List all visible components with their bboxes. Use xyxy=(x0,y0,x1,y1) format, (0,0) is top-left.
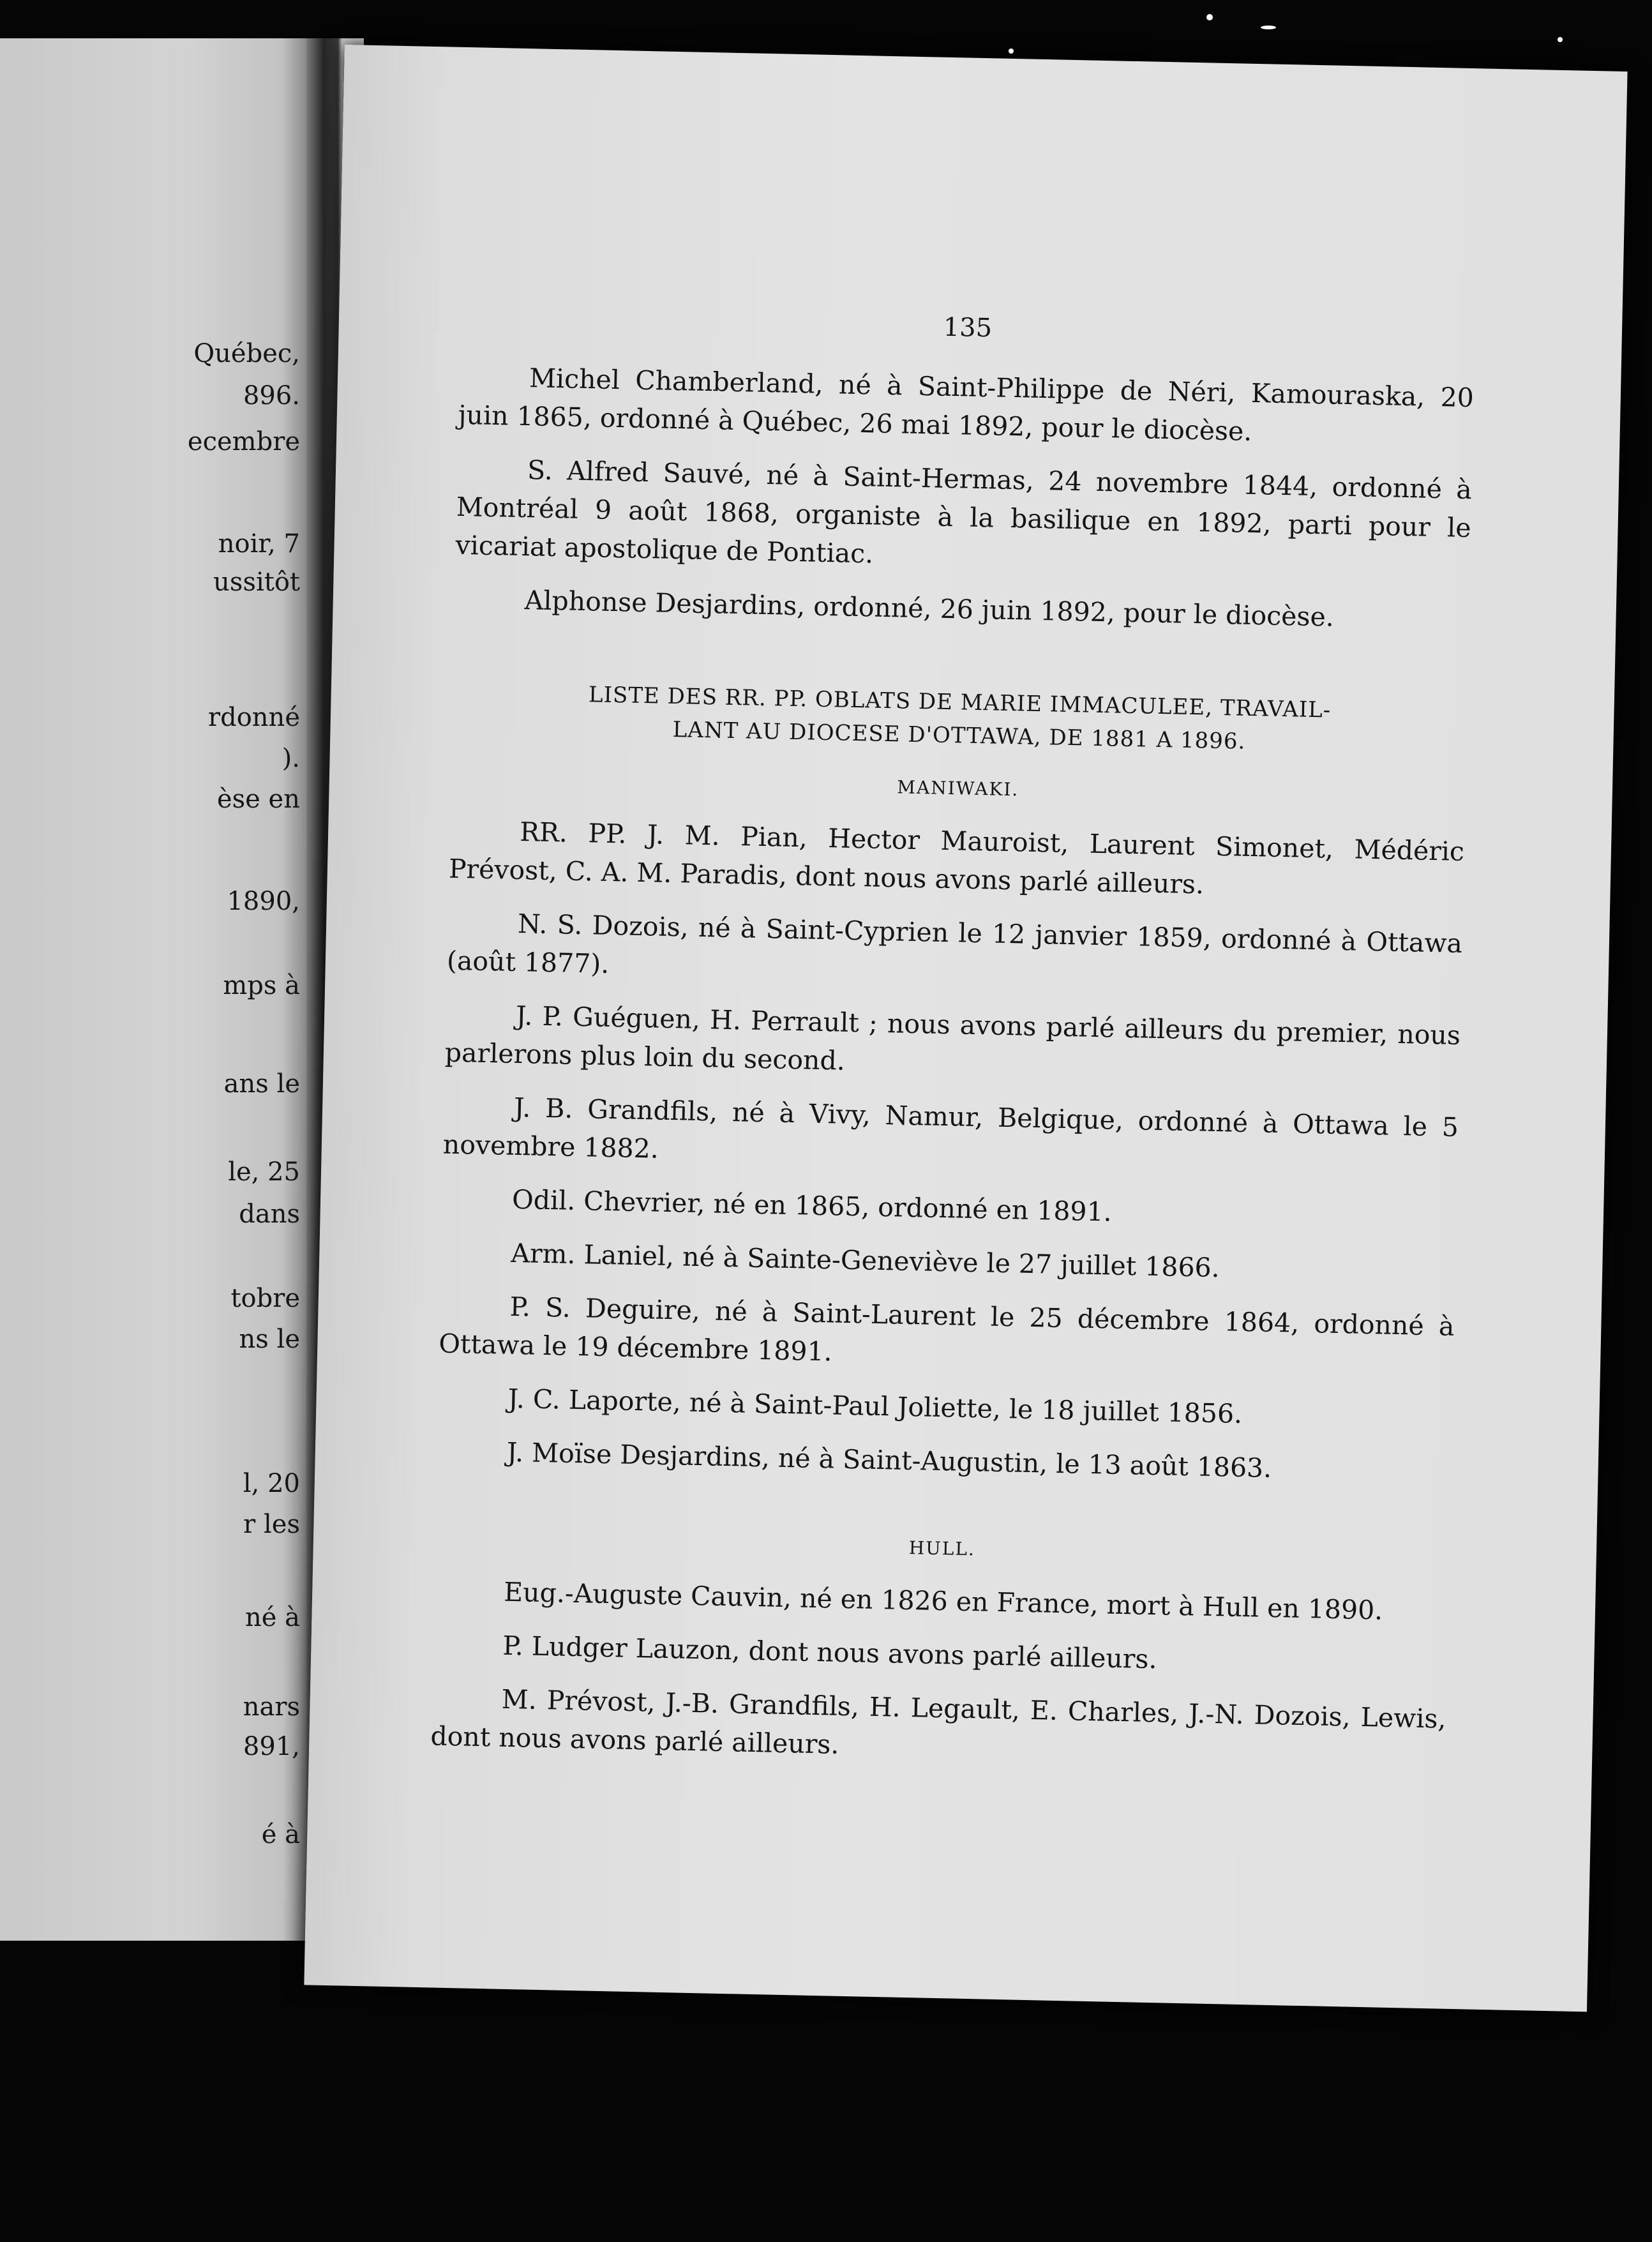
left-fragment: 1890, xyxy=(227,887,300,916)
section-title-hull: HULL. xyxy=(908,1537,976,1560)
entry-paragraph: J. Moïse Desjardins, né à Saint-Augustin, le 13 août 1863. xyxy=(506,1436,1272,1484)
entry-paragraph: Arm. Laniel, né à Sainte-Geneviève le 27 juillet 1866. xyxy=(510,1237,1220,1284)
entry-paragraph: J. P. Guéguen, H. Perrault ; nous avons parlé ailleurs du premier, nous parlerons plus loin du second. xyxy=(444,1000,1461,1076)
left-fragment: ). xyxy=(282,744,300,773)
left-fragment: r les xyxy=(243,1510,300,1539)
entry-paragraph: Michel Chamberland, né à Saint-Philippe de Néri, Kamouraska, 20 juin 1865, ordonné à Québec, 26 mai 1892, pour le diocèse. xyxy=(458,363,1475,447)
entry-paragraph: N. S. Dozois, né à Saint-Cyprien le 12 janvier 1859, ordonné à Ottawa (août 1877). xyxy=(446,908,1463,979)
left-fragment: ns le xyxy=(239,1325,300,1354)
entry-paragraph: P. S. Deguire, né à Saint-Laurent le 25 décembre 1864, ordonné à Ottawa le 19 décembre 1891. xyxy=(438,1291,1455,1367)
left-fragment: tobre xyxy=(230,1284,300,1313)
list-heading-line-2: LANT AU DIOCESE D'OTTAWA, DE 1881 A 1896. xyxy=(672,716,1246,755)
list-heading-line-1: LISTE DES RR. PP. OBLATS DE MARIE IMMACULEE, TRAVAIL- xyxy=(588,682,1332,723)
left-fragment: ans le xyxy=(223,1069,300,1099)
entry-paragraph: P. Ludger Lauzon, dont nous avons parlé ailleurs. xyxy=(502,1630,1158,1675)
left-fragment: rdonné xyxy=(207,703,300,732)
left-page xyxy=(0,38,306,1941)
left-fragment: mps à xyxy=(223,971,300,1000)
section-title-maniwaki: MANIWAKI. xyxy=(897,776,1019,801)
film-speck xyxy=(1558,37,1563,42)
left-fragment: ussitôt xyxy=(213,568,300,597)
left-fragment: é à xyxy=(261,1820,300,1849)
film-speck xyxy=(1206,14,1213,20)
left-fragment: Québec, xyxy=(193,339,300,368)
left-fragment: 891, xyxy=(243,1732,300,1761)
entry-paragraph: Alphonse Desjardins, ordonné, 26 juin 1892, pour le diocèse. xyxy=(524,585,1335,633)
left-fragment: 896. xyxy=(243,381,300,410)
left-fragment: nars xyxy=(243,1692,300,1722)
entry-paragraph: Odil. Chevrier, né en 1865, ordonné en 1891. xyxy=(511,1184,1113,1228)
list-heading xyxy=(451,675,1468,763)
entry-paragraph: Eug.-Auguste Cauvin, né en 1826 en France, mort à Hull en 1890. xyxy=(503,1576,1383,1626)
entry-paragraph: RR. PP. J. M. Pian, Hector Mauroist, Laurent Simonet, Médéric Prévost, C. A. M. Paradis, dont nous avons parlé ailleurs. xyxy=(448,816,1465,900)
left-fragment: èse en xyxy=(216,785,300,814)
page-number: 135 xyxy=(943,312,993,343)
left-fragment: l, 20 xyxy=(243,1469,300,1498)
left-fragment: noir, 7 xyxy=(218,529,300,559)
entry-paragraph: J. C. Laporte, né à Saint-Paul Joliette, le 18 juillet 1856. xyxy=(507,1383,1243,1429)
film-speck xyxy=(1261,26,1276,29)
entry-paragraph: J. B. Grandfils, né à Vivy, Namur, Belgique, ordonné à Ottawa le 5 novembre 1882. xyxy=(442,1092,1459,1164)
left-fragment: né à xyxy=(245,1603,300,1632)
right-page xyxy=(304,45,1627,2012)
left-fragment: le, 25 xyxy=(228,1157,300,1187)
left-fragment: ecembre xyxy=(187,427,300,456)
entry-paragraph: M. Prévost, J.-B. Grandfils, H. Legault, E. Charles, J.-N. Dozois, Lewis, dont nous avons parlé ailleurs. xyxy=(430,1683,1446,1760)
film-speck xyxy=(1009,49,1014,54)
entry-paragraph: S. Alfred Sauvé, né à Saint-Hermas, 24 novembre 1844, ordonné à Montréal 9 août 1868, organiste à la basilique en 1892, parti pour le vicariat apostolique de Pontiac. xyxy=(455,455,1473,569)
page-content xyxy=(430,303,1475,1792)
left-fragment: dans xyxy=(239,1200,300,1229)
